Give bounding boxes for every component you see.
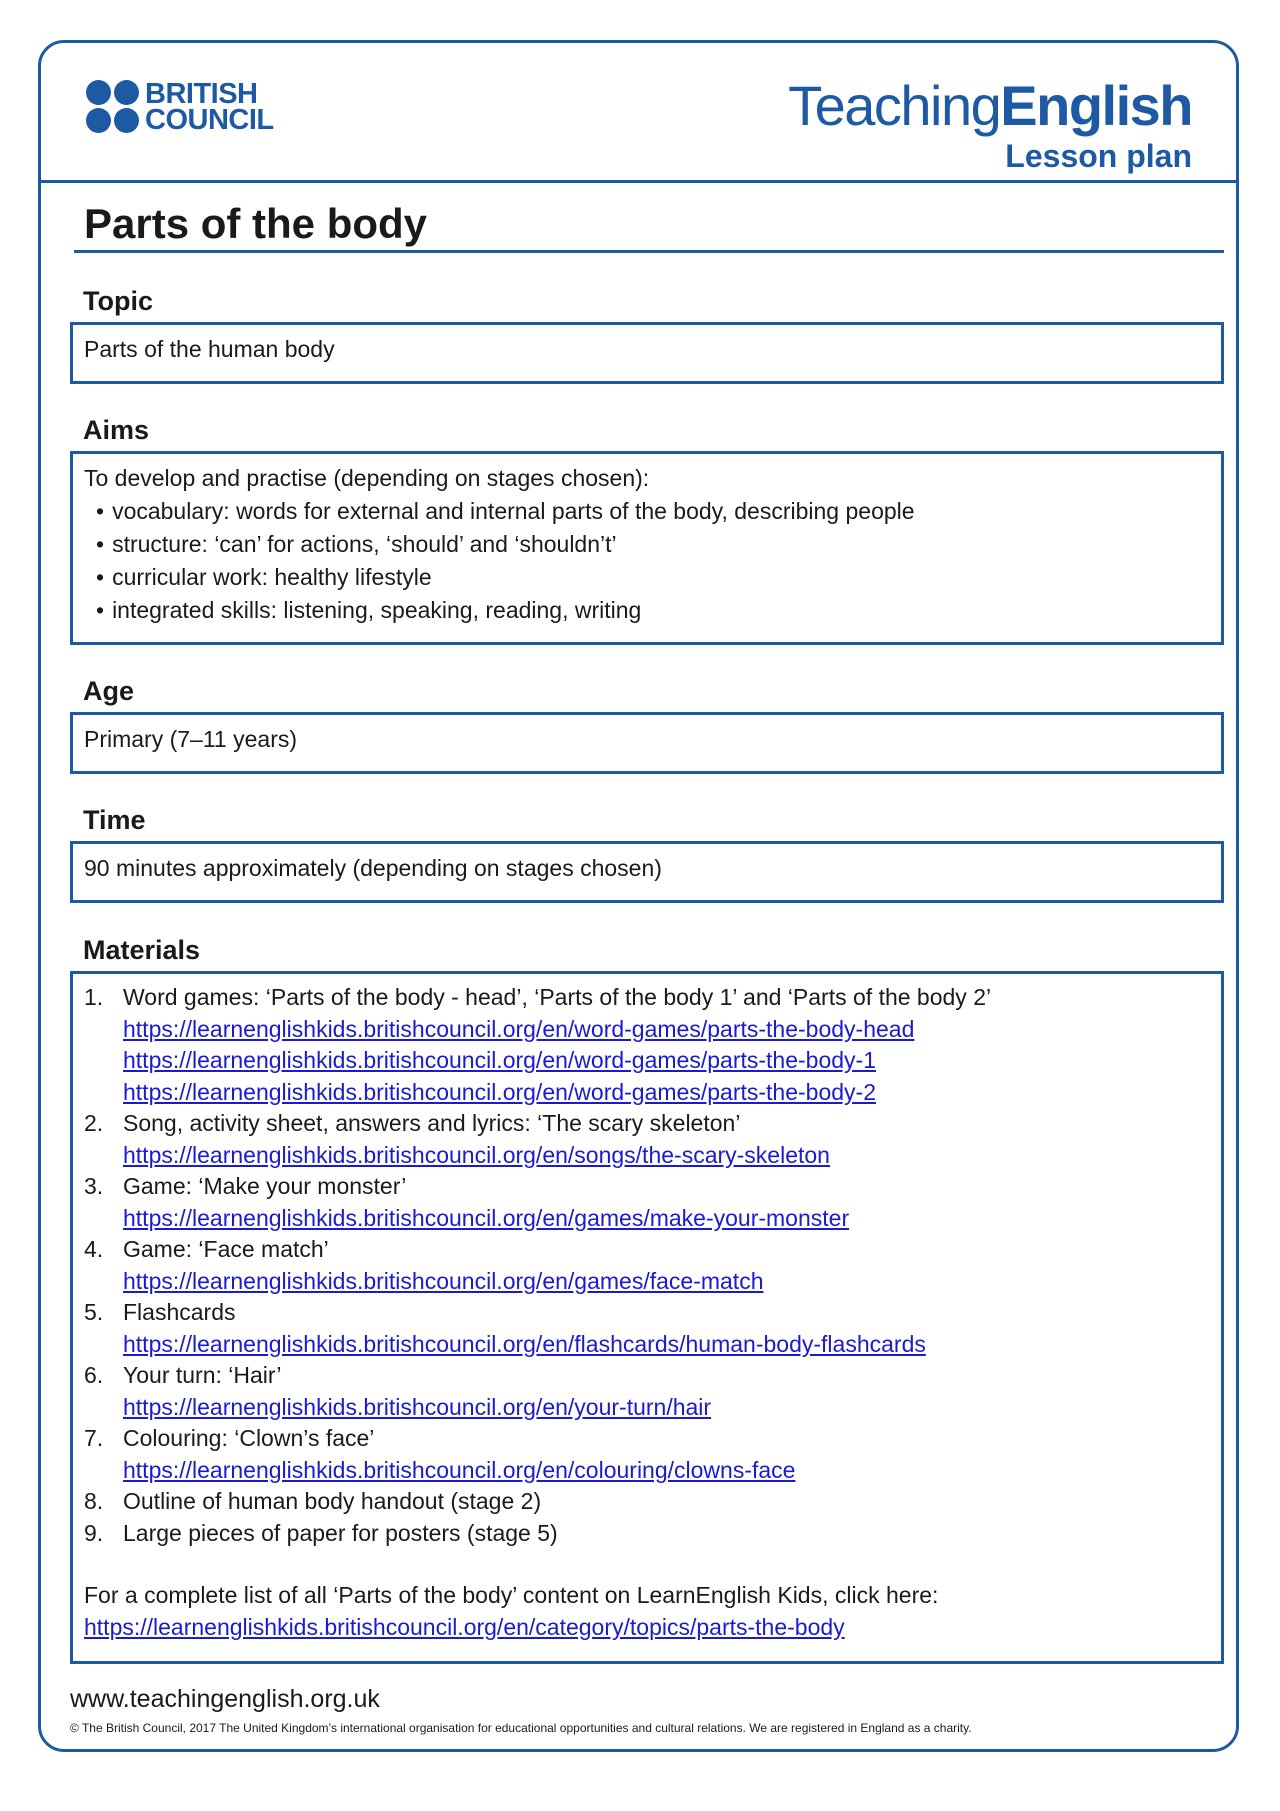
list-item-number: 5. [84,1299,104,1325]
british-council-logo-line-2: COUNCIL [145,103,274,136]
list-item-text: Outline of human body handout (stage 2) [123,1488,542,1514]
material-link[interactable]: https://learnenglishkids.britishcouncil.org/en/word-games/parts-the-body-1 [123,1047,876,1073]
footer-url[interactable]: www.teachingenglish.org.uk [70,1685,380,1713]
materials-box [70,971,1224,1664]
list-item [84,1360,1210,1423]
teaching-english-logo-bold: English [1000,74,1192,137]
list-item-text: Colouring: ‘Clown’s face’ [123,1425,375,1451]
list-item-number: 6. [84,1362,104,1388]
topic-box [70,322,1224,384]
british-council-logo-line-1: BRITISH [145,77,258,110]
page-title: Parts of the body [74,200,1224,253]
aims-heading: Aims [83,415,150,445]
list-item-text: Flashcards [123,1299,236,1325]
copyright-notice: © The British Council, 2017 The United Kingdom’s international organisation for educational opportunities and cultural relations. We are registered in England as a charity. [70,1721,972,1735]
material-link[interactable]: https://learnenglishkids.britishcouncil.org/en/games/make-your-monster [123,1204,850,1231]
topic-text: Parts of the human body [84,336,335,362]
aims-box [70,451,1224,645]
material-link[interactable]: https://learnenglishkids.britishcouncil.org/en/colouring/clowns-face [123,1456,796,1483]
list-item-number: 2. [84,1110,104,1136]
list-item-text: Game: ‘Face match’ [123,1236,329,1262]
list-item-number: 7. [84,1425,104,1451]
lesson-plan-label: Lesson plan [1005,138,1192,174]
material-link[interactable]: https://learnenglishkids.britishcouncil.org/en/flashcards/human-body-flashcards [123,1330,926,1357]
teaching-english-logo-light: Teaching [788,74,1001,137]
list-item-text: Large pieces of paper for posters (stage 5) [123,1519,558,1546]
materials-heading: Materials [83,935,201,965]
british-council-dots-icon [86,80,139,133]
material-link[interactable]: https://learnenglishkids.britishcouncil.org/en/word-games/parts-the-body-head [123,1015,915,1042]
topic-heading: Topic [83,286,153,316]
list-item [84,1297,1210,1360]
list-item [84,982,1210,1108]
list-item-number: 4. [84,1236,104,1262]
age-text: Primary (7–11 years) [84,726,298,752]
list-item-text: Word games: ‘Parts of the body - head’, ‘Parts of the body 1’ and ‘Parts of the body 2’ [123,984,992,1010]
aims-bullet: • structure: ‘can’ for actions, ‘should’ and ‘shouldn’t’ [84,528,1210,561]
list-item [84,1486,1210,1518]
header-divider [38,180,1239,183]
list-item-number: 8. [84,1488,104,1514]
aims-bullet: • integrated skills: listening, speaking, reading, writing [84,594,1210,627]
list-item-number: 3. [84,1173,104,1199]
list-item [84,1171,1210,1234]
materials-footer-link[interactable]: https://learnenglishkids.britishcouncil.org/en/category/topics/parts-the-body [84,1613,845,1640]
material-link[interactable]: https://learnenglishkids.britishcouncil.org/en/games/face-match [123,1267,764,1294]
time-box [70,841,1224,903]
materials-list [84,982,1210,1643]
list-item [84,1518,1210,1550]
aims-intro: To develop and practise (depending on stages chosen): [84,465,650,491]
age-heading: Age [83,676,135,706]
list-item [84,1234,1210,1297]
material-link[interactable]: https://learnenglishkids.britishcouncil.org/en/your-turn/hair [123,1393,712,1420]
list-item-text: Your turn: ‘Hair’ [123,1362,282,1388]
list-item-text: Game: ‘Make your monster’ [123,1173,407,1199]
british-council-logo [86,77,274,136]
age-box [70,712,1224,774]
teaching-english-logo [788,76,1192,175]
list-item-number: 1. [84,984,104,1010]
material-link[interactable]: https://learnenglishkids.britishcouncil.org/en/word-games/parts-the-body-2 [123,1078,876,1105]
list-item-number: 9. [84,1519,104,1546]
list-item-text: Song, activity sheet, answers and lyrics: ‘The scary skeleton’ [123,1110,741,1136]
list-item [84,1423,1210,1486]
aims-bullet: • vocabulary: words for external and internal parts of the body, describing people [84,495,1210,528]
aims-list [84,495,1210,627]
materials-footer-text: For a complete list of all ‘Parts of the body’ content on LearnEnglish Kids, click here: [84,1582,939,1608]
material-link[interactable]: https://learnenglishkids.britishcouncil.org/en/songs/the-scary-skeleton [123,1141,830,1168]
aims-bullet: • curricular work: healthy lifestyle [84,561,1210,594]
time-heading: Time [83,805,146,835]
list-item [84,1108,1210,1171]
time-text: 90 minutes approximately (depending on stages chosen) [84,855,662,881]
